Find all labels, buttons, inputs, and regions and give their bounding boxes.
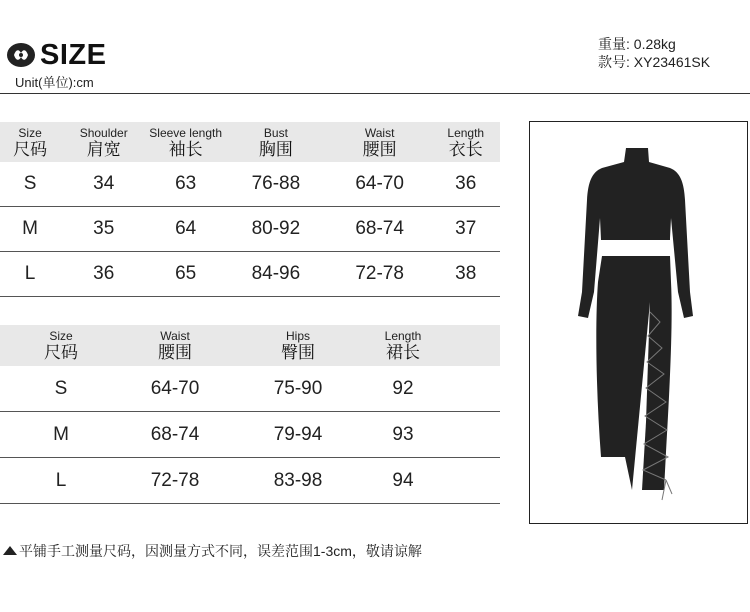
table-row	[0, 162, 500, 207]
table-cell: S	[0, 162, 60, 207]
table-row	[0, 458, 500, 504]
table-cell: L	[0, 458, 122, 504]
table-cell: 72-78	[328, 252, 432, 297]
table-cell: 34	[60, 162, 147, 207]
column-header-empty	[438, 325, 500, 366]
product-meta	[598, 35, 710, 71]
column-header: Waist 腰围	[122, 325, 228, 366]
table-cell: 76-88	[224, 162, 328, 207]
table-cell: 38	[432, 252, 501, 297]
table-cell: 84-96	[224, 252, 328, 297]
table-cell: 65	[147, 252, 224, 297]
table-cell: S	[0, 366, 122, 412]
table-header-row	[0, 325, 500, 366]
table-cell: 79-94	[228, 412, 368, 458]
column-header: Size 尺码	[0, 325, 122, 366]
top-size-table	[0, 122, 500, 297]
table-cell: 64	[147, 207, 224, 252]
column-header: Waist 腰围	[328, 122, 432, 162]
triangle-icon	[3, 546, 17, 555]
column-header: Size 尺码	[0, 122, 60, 162]
table-cell: 64-70	[328, 162, 432, 207]
table-cell: 35	[60, 207, 147, 252]
table-cell: 83-98	[228, 458, 368, 504]
unit-label: Unit(单位):cm	[15, 75, 94, 90]
table-cell: 36	[432, 162, 501, 207]
table-cell: 36	[60, 252, 147, 297]
sku-line: 款号: XY23461SK	[598, 54, 711, 70]
header-divider	[0, 93, 750, 94]
column-header: Bust 胸围	[224, 122, 328, 162]
table-cell-empty	[438, 412, 500, 458]
table-row	[0, 207, 500, 252]
product-image	[529, 121, 748, 524]
table-cell: 92	[368, 366, 438, 412]
measurement-note	[3, 541, 422, 561]
table-cell: L	[0, 252, 60, 297]
table-cell: 64-70	[122, 366, 228, 412]
table-cell-empty	[438, 458, 500, 504]
table-cell: M	[0, 207, 60, 252]
column-header: Length 衣长	[432, 122, 501, 162]
table-cell: 93	[368, 412, 438, 458]
table-cell: 63	[147, 162, 224, 207]
column-header: Shoulder 肩宽	[60, 122, 147, 162]
column-header: Hips 臀围	[228, 325, 368, 366]
page-title: SIZE	[40, 39, 107, 71]
column-header: Length 裙长	[368, 325, 438, 366]
bottom-size-table	[0, 325, 500, 504]
table-row	[0, 252, 500, 297]
table-cell: 75-90	[228, 366, 368, 412]
table-cell: 80-92	[224, 207, 328, 252]
table-row	[0, 412, 500, 458]
table-cell: 94	[368, 458, 438, 504]
skirt-shape	[596, 256, 671, 490]
table-cell: 68-74	[122, 412, 228, 458]
table-row	[0, 366, 500, 412]
brand-logo-icon	[6, 40, 36, 70]
table-cell: 72-78	[122, 458, 228, 504]
column-header: Sleeve length 袖长	[147, 122, 224, 162]
table-header-row	[0, 122, 500, 162]
table-cell-empty	[438, 366, 500, 412]
table-cell: M	[0, 412, 122, 458]
table-cell: 68-74	[328, 207, 432, 252]
table-cell: 37	[432, 207, 501, 252]
outfit-illustration	[530, 122, 749, 525]
weight-line: 重量: 0.28kg	[598, 36, 676, 52]
note-text: 平铺手工测量尺码，因测量方式不同，误差范围1-3cm，敬请谅解	[19, 543, 422, 559]
